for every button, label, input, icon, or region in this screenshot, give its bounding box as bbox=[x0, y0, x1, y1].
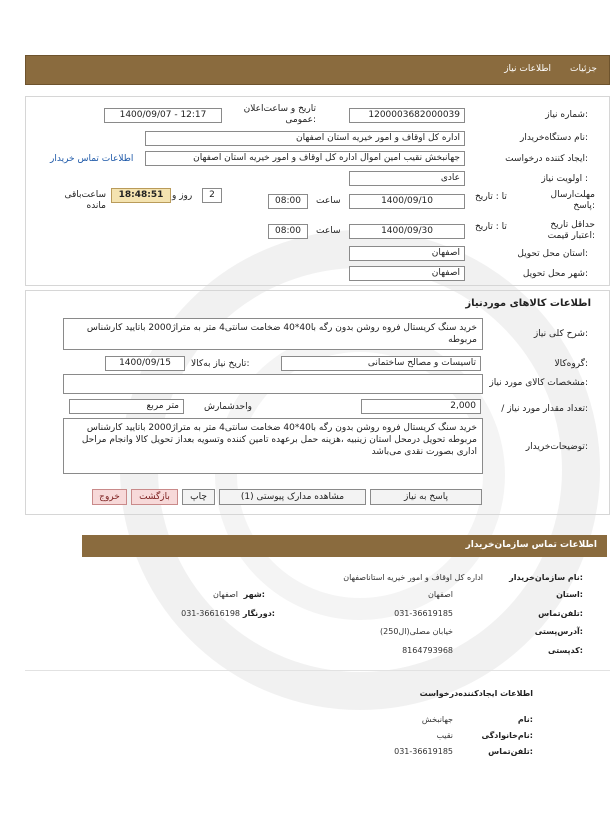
need-date-field: 1400/09/15 bbox=[105, 356, 185, 371]
contact-province-label: استان: bbox=[556, 590, 583, 599]
quantity-field: 2,000 bbox=[361, 399, 481, 414]
postal-code-value: 8164793968 bbox=[402, 646, 453, 655]
address-label: آدرس‌پستی: bbox=[534, 627, 583, 636]
creator-name-value: جهانبخش bbox=[421, 715, 453, 724]
need-desc-field: خرید سنگ کریستال فروه روشن بدون رگه با40*40 ضخامت سانتی4 متر به متراژ2000 باتایید کارشناس مربوطه bbox=[63, 318, 483, 350]
address-value: خیابان مصلی(ال250) bbox=[380, 627, 453, 636]
need-number-label: شماره نیاز: bbox=[545, 110, 588, 120]
creator-info-title: اطلاعات ایجادکننده‌درخواست bbox=[419, 689, 533, 698]
contact-city-label: شهر: bbox=[243, 590, 265, 599]
validity-time-label: ساعت bbox=[316, 226, 341, 236]
header-title: جزئیات bbox=[570, 64, 597, 74]
creator-name-label: نام: bbox=[517, 715, 533, 724]
goods-spec-label: مشخصات کالای مورد نیاز: bbox=[489, 378, 588, 388]
remaining-days-label: روز و bbox=[172, 191, 193, 201]
city-label: شهر محل تحویل: bbox=[522, 269, 588, 279]
buyer-notes-field: خرید سنگ کریستال فروه روشن بدون رگه با40*40 ضخامت سانتی4 متر به متراژ2000 باتایید کارشناس مربوطه تحویل درمحل استان زینبیه ،هزینه حمل برعهده تامین کننده وتسویه بعداز تحویل کالا وانجام مراحل اداری بصورت نقدی می‌باشد bbox=[63, 418, 483, 474]
org-name-value: اداره کل اوقاف و امور خیریه استاناصفهان bbox=[343, 573, 483, 582]
contact-header-title: اطلاعات تماس سازمان‌خریدار bbox=[465, 540, 597, 550]
need-date-label: تاریخ نیاز به‌کالا: bbox=[191, 359, 250, 369]
province-label: استان محل تحویل: bbox=[517, 249, 588, 259]
header-subtitle[interactable]: اطلاعات نیاز bbox=[504, 64, 551, 74]
buyer-org-field: اداره کل اوقاف و امور خیریه استان اصفهان bbox=[145, 131, 465, 146]
print-button[interactable]: چاپ bbox=[182, 489, 215, 505]
buyer-org-label: نام دستگاه‌خریدار: bbox=[519, 133, 588, 143]
city-field: اصفهان bbox=[349, 266, 465, 281]
remaining-days-field: 2 bbox=[202, 188, 222, 203]
goods-section-title: اطلاعات کالاهای موردنیاز bbox=[465, 298, 591, 309]
priority-field: عادی bbox=[349, 171, 465, 186]
creator-family-value: نقیب bbox=[436, 731, 453, 740]
contact-header-bar bbox=[82, 535, 607, 557]
deadline-time-field: 08:00 bbox=[268, 194, 308, 209]
province-field: اصفهان bbox=[349, 246, 465, 261]
contact-fax-label: دورنگار: bbox=[242, 609, 275, 618]
unit-label: واحد‌شمارش bbox=[204, 402, 252, 412]
validity-label: حداقل تاریخ اعتبار قیمت: bbox=[547, 220, 595, 241]
exit-button[interactable]: خروج bbox=[92, 489, 127, 505]
quantity-label: / تعداد مقدار مورد نیاز: bbox=[501, 404, 588, 414]
contact-province-value: اصفهان bbox=[427, 590, 453, 599]
back-button[interactable]: بازگشت bbox=[131, 489, 178, 505]
deadline-time-label: ساعت bbox=[316, 196, 341, 206]
postal-code-label: کدپستی: bbox=[548, 646, 583, 655]
buyer-notes-label: توضیحات‌خریدار: bbox=[525, 442, 588, 452]
org-name-label: نام سازمان‌خریدار: bbox=[509, 573, 583, 582]
deadline-to-label: تا : تاریخ bbox=[475, 192, 507, 202]
validity-date-field: 1400/09/30 bbox=[349, 224, 465, 239]
goods-spec-field bbox=[63, 374, 483, 394]
header-bar bbox=[25, 55, 610, 85]
validity-time-field: 08:00 bbox=[268, 224, 308, 239]
announce-date-field: 1400/09/07 - 12:17 bbox=[104, 108, 222, 123]
need-number-field: 1200003682000039 bbox=[349, 108, 465, 123]
deadline-label: مهلت‌ارسال پاسخ: bbox=[550, 190, 595, 211]
countdown-timer: 18:48:51 bbox=[111, 188, 171, 203]
creator-phone-value: 031-36619185 bbox=[394, 747, 453, 756]
creator-label: ایجاد کننده درخواست: bbox=[505, 154, 588, 164]
priority-label: اولویت نیاز : bbox=[541, 174, 588, 184]
contact-phone-value: 031-36619185 bbox=[394, 609, 453, 618]
validity-to-label: تا : تاریخ bbox=[475, 222, 507, 232]
remaining-suffix-label: ساعت‌باقی مانده bbox=[64, 190, 106, 211]
contact-city-value: اصفهان bbox=[212, 590, 238, 599]
contact-phone-label: تلفن‌تماس: bbox=[538, 609, 583, 618]
unit-field: متر مربع bbox=[69, 399, 184, 414]
contact-fax-value: 031-36616198 bbox=[181, 609, 240, 618]
need-desc-label: شرح کلی نیاز: bbox=[533, 329, 588, 339]
goods-group-field: تاسیسات و مصالح ساختمانی bbox=[281, 356, 481, 371]
creator-field: جهانبخش نقیب امین اموال اداره کل اوقاف و امور خیریه استان اصفهان bbox=[145, 151, 465, 166]
announce-date-label: تاریخ و ساعت‌اعلان عمومی: bbox=[243, 104, 316, 125]
reply-button[interactable]: پاسخ به نیاز bbox=[370, 489, 482, 505]
goods-group-label: گروه‌کالا: bbox=[554, 359, 588, 369]
attachments-button[interactable]: مشاهده مدارک پیوستی (1) bbox=[219, 489, 366, 505]
deadline-date-field: 1400/09/10 bbox=[349, 194, 465, 209]
creator-phone-label: تلفن‌تماس: bbox=[488, 747, 533, 756]
buyer-contact-link[interactable]: اطلاعات تماس خریدار bbox=[50, 154, 134, 164]
creator-family-label: نام‌خانوادگی: bbox=[481, 731, 533, 740]
contact-divider bbox=[25, 670, 610, 671]
